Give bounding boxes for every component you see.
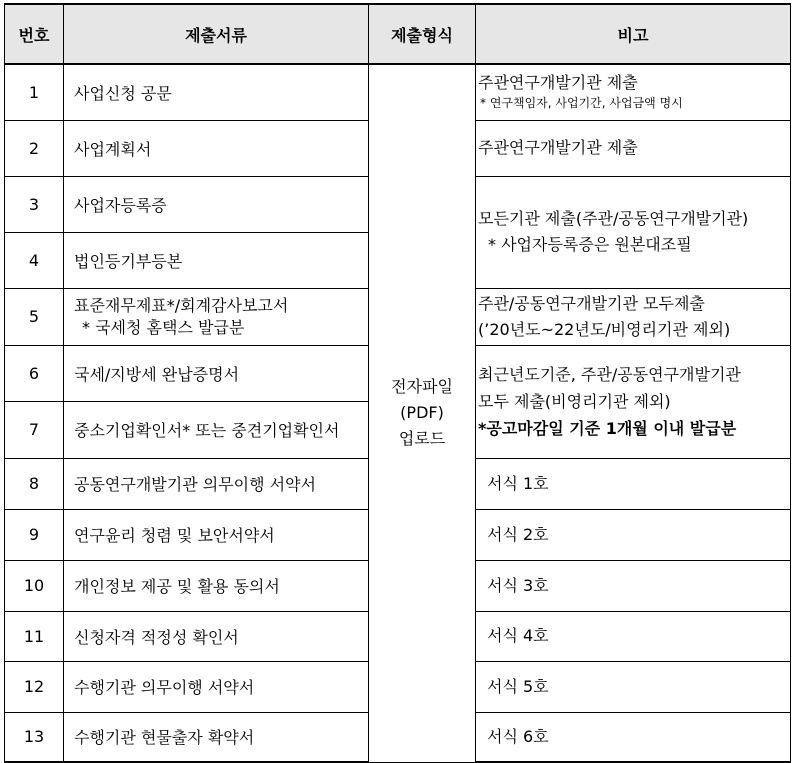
header-number: 번호 — [5, 4, 64, 64]
row-number: 13 — [5, 712, 64, 762]
header-format: 제출형식 — [369, 4, 476, 64]
remark-cell: 주관연구개발기관 제출 — [476, 120, 791, 176]
row-number: 9 — [5, 509, 64, 560]
document-name: 사업계획서 — [64, 120, 369, 176]
document-name: 수행기관 현물출자 확약서 — [64, 712, 369, 762]
form-number: 서식 5호 — [487, 676, 549, 696]
remark-cell — [476, 560, 791, 611]
remark-cell — [476, 661, 791, 712]
header-remarks: 비고 — [476, 4, 791, 64]
document-name: 신청자격 적정성 확인서 — [64, 611, 369, 661]
row-number: 5 — [5, 288, 64, 345]
remark-cell — [476, 176, 791, 288]
form-number: 서식 4호 — [487, 626, 549, 645]
format-line: 업로드 — [398, 429, 446, 449]
table-row — [5, 64, 791, 120]
row-number: 11 — [5, 611, 64, 661]
remark-cell — [476, 458, 791, 509]
document-name: 공동연구개발기관 의무이행 서약서 — [64, 458, 369, 509]
document-name-sub: * 국세청 홈택스 발급분 — [82, 317, 245, 337]
row-number: 2 — [5, 120, 64, 176]
document-name: 개인정보 제공 및 활용 동의서 — [64, 560, 369, 611]
format-line: (PDF) — [400, 403, 444, 423]
row-number: 1 — [5, 64, 64, 120]
submission-format-cell — [369, 64, 476, 762]
remark-text: * 사업자등록증은 원본대조필 — [488, 235, 692, 254]
format-line: 전자파일 — [391, 377, 453, 397]
remark-cell — [476, 611, 791, 661]
document-name: 중소기업확인서* 또는 중견기업확인서 — [64, 401, 369, 458]
remark-cell — [476, 509, 791, 560]
row-number: 10 — [5, 560, 64, 611]
row-number: 3 — [5, 176, 64, 232]
form-number: 서식 6호 — [487, 726, 549, 746]
document-name: 법인등기부등본 — [64, 232, 369, 288]
remark-cell — [476, 288, 791, 345]
form-number: 서식 2호 — [487, 524, 549, 544]
row-number: 7 — [5, 401, 64, 458]
remark-text: 모든기관 제출(주관/공동연구개발기관) — [478, 209, 749, 228]
header-document: 제출서류 — [64, 4, 369, 64]
remark-emphasis-text: *공고마감일 기준 1개월 이내 발급분 — [478, 419, 737, 438]
row-number: 8 — [5, 458, 64, 509]
remark-cell — [476, 64, 791, 120]
document-name: 수행기관 의무이행 서약서 — [64, 661, 369, 712]
document-name — [64, 288, 369, 345]
row-number: 6 — [5, 345, 64, 401]
remark-small-text: * 연구책임자, 사업기간, 사업금액 명시 — [480, 96, 683, 111]
remark-text: 최근년도기준, 주관/공동연구개발기관 — [478, 365, 741, 384]
document-name: 사업자등록증 — [64, 176, 369, 232]
header-row — [5, 4, 791, 64]
remark-text: 주관연구개발기관 제출 — [478, 73, 638, 93]
remark-text: (’20년도~22년도/비영리기관 제외) — [478, 319, 731, 339]
document-name: 사업신청 공문 — [64, 64, 369, 120]
row-number: 4 — [5, 232, 64, 288]
document-name: 연구윤리 청렴 및 보안서약서 — [64, 509, 369, 560]
row-number: 12 — [5, 661, 64, 712]
remark-text: 모두 제출(비영리기관 제외) — [478, 392, 671, 411]
document-name-main: 표준재무제표*/회계감사보고서 — [74, 295, 289, 315]
document-name: 국세/지방세 완납증명서 — [64, 345, 369, 401]
form-number: 서식 1호 — [487, 473, 549, 493]
remark-cell — [476, 345, 791, 458]
form-number: 서식 3호 — [487, 575, 549, 595]
remark-text: 주관/공동연구개발기관 모두제출 — [478, 293, 705, 313]
submission-documents-table — [4, 3, 791, 763]
remark-cell — [476, 712, 791, 762]
